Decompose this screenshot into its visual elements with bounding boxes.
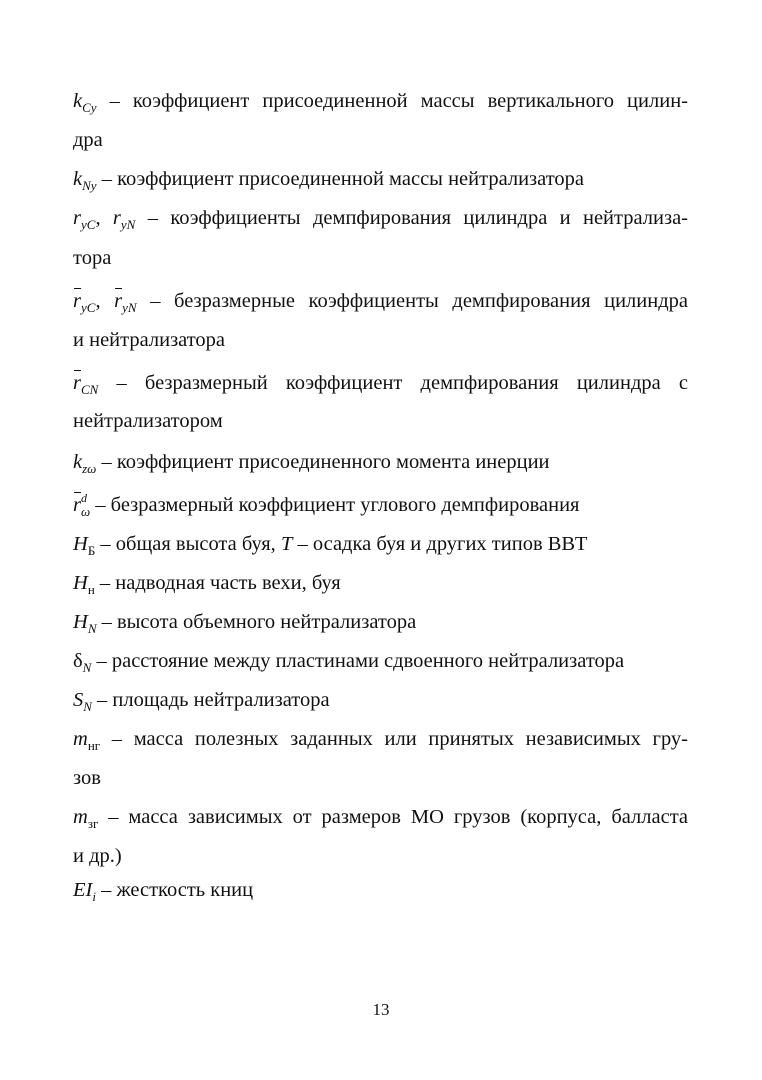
text-line-kny <box>73 166 688 192</box>
description: – высота объемного нейтрализатора <box>101 611 417 633</box>
text-line-ryc-ryn: $r_{yC}$, $r_{yN}$ – коэффициенты демпфирования цилиндра и нейтрализа- <box>73 207 688 232</box>
symbol: H <box>73 533 88 555</box>
description: – жесткость книц <box>101 879 254 901</box>
description: – масса полезных заданных или принятых независимых гру- <box>111 728 689 750</box>
description: дра <box>73 129 103 151</box>
description: нейтрализатором <box>73 410 223 432</box>
subscript: н <box>87 582 95 597</box>
text-line-continuation <box>73 127 688 153</box>
text-line-hb <box>73 531 688 557</box>
superscript: d <box>80 491 87 505</box>
text-line-continuation <box>73 765 688 791</box>
symbol: m <box>73 806 88 828</box>
symbol: r <box>112 207 121 229</box>
description: – коэффициенты демпфирования цилиндра и нейтрализа- <box>147 207 688 229</box>
symbol: r <box>73 207 81 229</box>
subscript: нг <box>87 738 101 753</box>
description: тора <box>73 247 112 269</box>
text-line-continuation <box>73 327 688 353</box>
subscript: Ny <box>82 178 97 193</box>
subscript: i <box>92 889 96 904</box>
text-line-kzw <box>73 449 688 475</box>
symbol-overline: r <box>73 286 81 314</box>
subscript: N <box>82 660 92 675</box>
subscript: yN <box>120 217 136 232</box>
description: – безразмерные коэффициенты демпфирования цилиндра <box>150 290 688 312</box>
description: – коэффициент присоединенного момента инерции <box>101 451 550 473</box>
description: и нейтрализатора <box>73 329 226 351</box>
symbol: H <box>73 611 88 633</box>
text-line-hN <box>73 609 688 635</box>
symbol-overline: r <box>114 286 122 314</box>
subscript: ω <box>80 504 91 519</box>
symbol: k <box>73 168 83 190</box>
text-line-continuation <box>73 245 688 271</box>
text-line-eii <box>73 877 688 903</box>
description: – безразмерный коэффициент демпфирования цилиндра с <box>116 372 688 394</box>
description: – безразмерный коэффициент углового демпфирования <box>95 494 580 516</box>
text-line-rw-bar <box>73 490 688 518</box>
text-line-kcy <box>73 88 688 114</box>
text-line-ryc-ryn-bar: $r_{yC}$, $r_{yN}$ – безразмерные коэффициенты демпфирования цилиндра <box>73 286 688 314</box>
description: зов <box>73 767 101 789</box>
description: и др.) <box>73 845 122 867</box>
subscript: Б <box>87 543 96 558</box>
description: – общая высота буя, <box>100 533 276 555</box>
subscript: зг <box>87 816 99 831</box>
text-line-sN <box>73 687 688 713</box>
symbol-overline: r <box>73 490 81 518</box>
text-line-deltaN <box>73 648 688 674</box>
subscript: yC <box>80 217 96 232</box>
subscript: yN <box>122 300 137 315</box>
symbol-overline: r <box>73 368 81 396</box>
symbol: k <box>73 451 83 473</box>
page-number: 13 <box>372 1000 390 1019</box>
text-line-hn <box>73 570 688 596</box>
text-line-mzg <box>73 804 688 830</box>
subscript: N <box>87 621 97 636</box>
description: – осадка буя и других типов ВВТ <box>297 533 588 555</box>
subscript: N <box>83 699 92 714</box>
text-line-continuation <box>73 843 688 869</box>
symbol: δ <box>73 650 83 672</box>
description: – надводная часть вехи, буя <box>99 572 341 594</box>
subscript: Cy <box>82 100 97 115</box>
text-line-continuation <box>73 408 688 434</box>
symbol: T <box>280 533 293 555</box>
description: – расстояние между пластинами сдвоенного нейтрализатора <box>96 650 625 672</box>
symbol: m <box>73 728 88 750</box>
description: – масса зависимых от размеров МО грузов (корпуса, балласта <box>108 806 688 828</box>
text-line-mng <box>73 726 688 752</box>
text-line-rcn-bar <box>73 368 688 396</box>
symbol: S <box>73 689 84 711</box>
description: – коэффициент присоединенной массы вертикального цилин- <box>109 90 688 112</box>
description: – коэффициент присоединенной массы нейтрализатора <box>101 168 585 190</box>
subscript: zω <box>82 461 97 476</box>
subscript: yC <box>80 300 96 315</box>
subscript: CN <box>80 382 99 397</box>
symbol: k <box>73 90 83 112</box>
description: – площадь нейтрализатора <box>97 689 330 711</box>
symbol: H <box>73 572 88 594</box>
symbol: EI <box>73 879 93 901</box>
